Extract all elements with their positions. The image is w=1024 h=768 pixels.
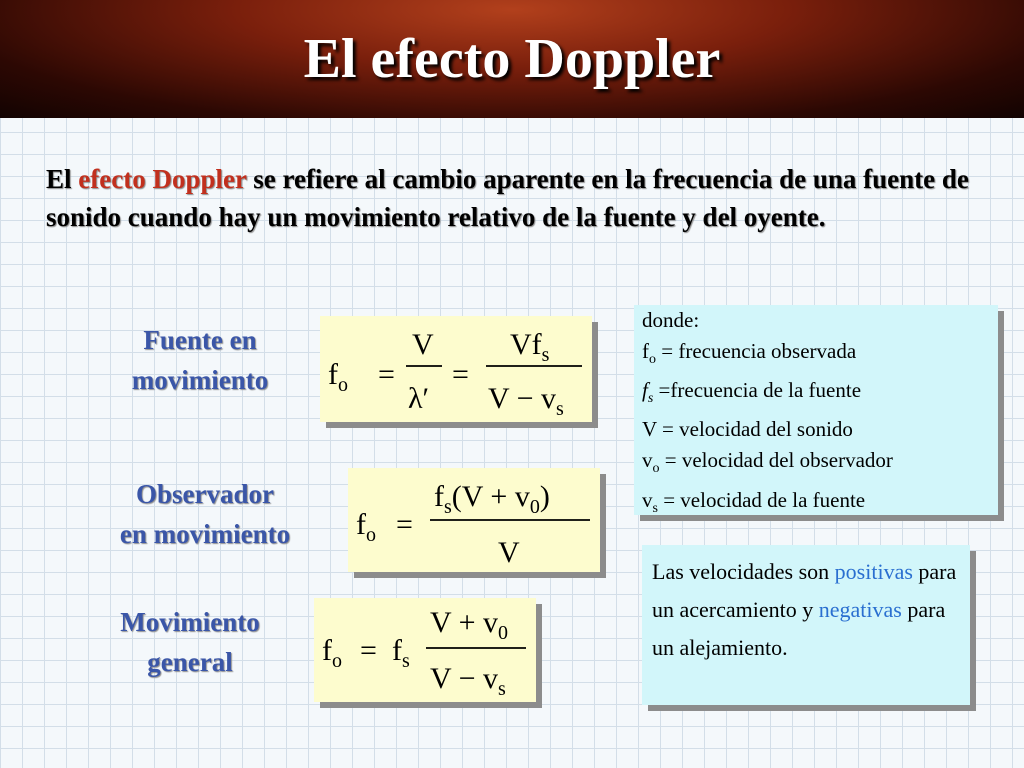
formula-source-svg xyxy=(320,316,592,422)
svg-text:fo xyxy=(322,634,342,672)
svg-text:V − vs xyxy=(488,382,564,420)
formula-den2: V − v xyxy=(488,382,557,415)
label-line: movimiento xyxy=(131,365,269,395)
svg-text:V − vs xyxy=(430,662,506,700)
formula-num-close: ) xyxy=(539,480,550,513)
svg-text:fo xyxy=(356,508,376,546)
svg-text:fs(V + v0) xyxy=(434,480,550,518)
formula-den: V xyxy=(498,536,520,569)
formula-num-sub: 0 xyxy=(498,622,509,644)
formula-equals: = xyxy=(396,508,413,541)
svg-text:Vfs xyxy=(510,328,550,366)
formula-mid: f xyxy=(392,634,402,667)
formula-lhs-sub: o xyxy=(338,374,348,396)
formula-num: V + v xyxy=(430,606,499,639)
label-line: general xyxy=(147,647,233,677)
slide-title: El efecto Doppler xyxy=(303,28,721,90)
formula-lhs-sub: o xyxy=(366,524,376,546)
definitions-box xyxy=(634,305,998,515)
label-line: en movimiento xyxy=(119,519,291,549)
formula-den1: λ′ xyxy=(408,382,430,415)
formula-equals: = xyxy=(378,358,395,391)
formula-den2-sub: s xyxy=(556,398,564,420)
definitions-heading: donde: xyxy=(642,308,700,332)
formula-lhs: f xyxy=(356,508,366,541)
label-line: Movimiento xyxy=(120,607,260,637)
definition-item: $v_o$ = velocidad del observador xyxy=(642,448,893,477)
formula-num-f-sub: s xyxy=(444,496,452,518)
formula-observer-svg xyxy=(348,468,600,572)
formula-num-paren-sub: 0 xyxy=(529,496,540,518)
intro-rest: se refiere al cambio aparente en la frecuencia de una fuente de sonido cuando hay un movimiento relativo de la fuente y del oyente. xyxy=(46,164,969,232)
formula-general-motion xyxy=(314,598,536,702)
intro-prefix: El xyxy=(46,164,79,194)
label-general-motion xyxy=(90,602,290,682)
definition-item: V = velocidad del sonido xyxy=(642,417,853,442)
negative-word: negativas xyxy=(818,597,902,622)
sign-convention-note: Las velocidades son positivas para un acercamiento y negativas para un alejamiento. xyxy=(642,545,970,705)
positive-word: positivas xyxy=(834,559,913,584)
formula-source-moving xyxy=(320,316,592,422)
formula-observer-moving xyxy=(348,468,600,572)
formula-lhs: f xyxy=(322,634,332,667)
intro-highlight: efecto Doppler xyxy=(78,164,247,194)
formula-den-sub: s xyxy=(498,678,506,700)
label-observer-moving xyxy=(90,474,320,554)
formula-equals: = xyxy=(360,634,377,667)
formula-num2: Vf xyxy=(510,328,542,361)
label-source-moving xyxy=(100,320,300,400)
formula-general-svg xyxy=(314,598,536,702)
definition-item: $f_o$ = frecuencia observada xyxy=(642,339,857,368)
formula-lhs-sub: o xyxy=(332,650,342,672)
formula-den: V − v xyxy=(430,662,499,695)
formula-num1: V xyxy=(412,328,434,361)
label-line: Observador xyxy=(136,479,274,509)
formula-lhs: f xyxy=(328,358,338,391)
formula-mid-sub: s xyxy=(402,650,410,672)
svg-text:V + v0 xyxy=(430,606,508,644)
formula-num-paren: (V + v xyxy=(451,480,530,513)
intro-paragraph xyxy=(46,160,976,236)
label-line: Fuente en xyxy=(143,325,257,355)
formula-num-f: f xyxy=(434,480,444,513)
definition-item: $f_s$ =frecuencia de la fuente xyxy=(642,378,862,407)
formula-num2-sub: s xyxy=(541,344,550,366)
formula-equals-2: = xyxy=(452,358,469,391)
svg-text:fo xyxy=(328,358,348,396)
svg-text:fs xyxy=(392,634,410,672)
definition-item: $v_s$ = velocidad de la fuente xyxy=(642,487,866,516)
title-bar xyxy=(0,0,1024,118)
